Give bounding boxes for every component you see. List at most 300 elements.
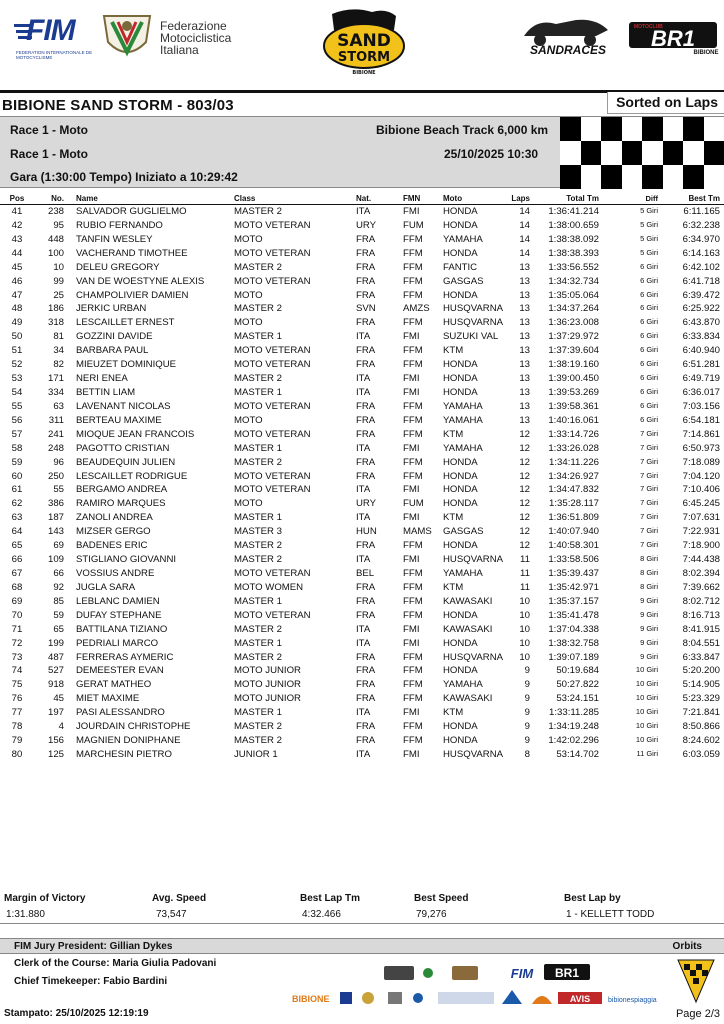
cell-class: MASTER 2: [234, 456, 282, 468]
cell-name: GERAT MATHEO: [76, 679, 152, 691]
cell-moto: HUSQVARNA: [443, 554, 504, 566]
cell-laps: 14: [519, 206, 530, 217]
cell-best: 7:03.156: [682, 400, 720, 412]
cell-fmn: FMI: [403, 206, 420, 217]
cell-name: DEMEESTER EVAN: [76, 665, 164, 677]
cell-moto: KTM: [443, 707, 464, 719]
cell-nat: ITA: [356, 331, 371, 343]
cell-no: 171: [47, 373, 64, 385]
cell-diff: 8 Giri: [640, 554, 658, 564]
cell-nat: ITA: [356, 623, 371, 635]
cell-diff: 10 Giri: [635, 693, 658, 703]
cell-no: 186: [47, 303, 64, 315]
cell-laps: 12: [519, 442, 530, 454]
cell-best: 8:16.713: [682, 609, 720, 621]
cell-nat: ITA: [356, 442, 371, 454]
cell-diff: 6 Giri: [640, 345, 658, 355]
cell-moto: YAMAHA: [443, 414, 483, 426]
cell-name: BETTIN LIAM: [76, 386, 136, 398]
cell-nat: FRA: [356, 735, 376, 747]
cell-class: MOTO VETERAN: [234, 609, 311, 621]
cell-laps: 13: [519, 359, 530, 371]
cell-laps: 11: [520, 567, 530, 579]
table-row: [0, 553, 724, 567]
cell-best: 8:24.602: [682, 735, 720, 747]
cell-best: 8:02.394: [682, 567, 720, 579]
table-row: [0, 664, 724, 678]
col-class: Class: [234, 194, 256, 203]
cell-fmn: AMZS: [403, 303, 430, 315]
cell-best: 6:03.059: [682, 748, 720, 760]
cell-class: MOTO JUNIOR: [234, 679, 301, 691]
fmi-name-line2: Motociclistica: [160, 31, 232, 45]
cell-total: 1:33:11.285: [549, 707, 599, 719]
br1-sub-text: BIBIONE: [693, 50, 719, 56]
table-body: [0, 205, 724, 762]
cell-pos: 76: [11, 693, 23, 705]
cell-nat: URY: [356, 219, 377, 231]
br1-main-text: BR1: [650, 26, 696, 51]
cell-best: 6:34.970: [682, 233, 720, 245]
cell-best: 7:21.841: [682, 707, 720, 719]
cell-no: 81: [53, 331, 64, 343]
cell-class: MASTER 1: [234, 637, 282, 649]
cell-best: 7:07.631: [682, 512, 720, 524]
cell-diff: 6 Giri: [640, 359, 658, 369]
table-row: [0, 525, 724, 539]
cell-best: 6:45.245: [682, 498, 720, 510]
track-info: Bibione Beach Track 6,000 km: [376, 123, 549, 137]
cell-diff: 6 Giri: [640, 275, 658, 285]
cell-total: 1:42:02.296: [548, 735, 599, 747]
cell-no: 10: [53, 261, 64, 273]
clerk-of-course: Clerk of the Course: Maria Giulia Padovani: [14, 958, 217, 969]
cell-no: 197: [47, 707, 64, 719]
col-no: No.: [51, 194, 64, 203]
cell-moto: HONDA: [443, 206, 478, 217]
cell-no: 386: [47, 498, 64, 510]
cell-laps: 11: [520, 581, 530, 593]
best-lap-by-label: Best Lap by: [564, 893, 621, 904]
table-row: [0, 219, 724, 233]
cell-total: 1:33:26.028: [548, 442, 599, 454]
cell-best: 7:18.900: [682, 540, 720, 552]
cell-nat: FRA: [356, 595, 376, 607]
cell-fmn: FFM: [403, 317, 423, 329]
cell-class: MASTER 2: [234, 303, 282, 315]
cell-fmn: FMI: [403, 707, 420, 719]
col-laps: Laps: [511, 194, 530, 203]
cell-fmn: FFM: [403, 345, 423, 357]
cell-fmn: FMI: [403, 512, 420, 524]
cell-no: 334: [47, 386, 64, 398]
table-row: [0, 247, 724, 261]
race-start-line: Gara (1:30:00 Tempo) Iniziato a 10:29:42: [10, 170, 238, 184]
chief-timekeeper: Chief Timekeeper: Fabio Bardini: [14, 976, 168, 987]
cell-fmn: FMI: [403, 386, 420, 398]
cell-class: MOTO VETERAN: [234, 247, 311, 259]
cell-class: MASTER 1: [234, 331, 282, 343]
cell-diff: 8 Giri: [640, 567, 658, 577]
cell-name: FERRERAS AYMERIC: [76, 651, 174, 663]
cell-laps: 13: [519, 345, 530, 357]
cell-best: 5:23.329: [682, 693, 720, 705]
cell-no: 318: [47, 317, 64, 329]
cell-class: MASTER 2: [234, 651, 282, 663]
cell-name: RAMIRO MARQUES: [76, 498, 166, 510]
race-summary: [0, 890, 724, 924]
cell-total: 1:35:05.064: [548, 289, 599, 301]
cell-name: MAGNIEN DONIPHANE: [76, 735, 181, 747]
cell-no: 100: [47, 247, 64, 259]
br1-logo: [628, 14, 718, 56]
cell-class: MOTO JUNIOR: [234, 693, 301, 705]
fmi-name-line3: Italiana: [160, 43, 199, 57]
cell-best: 6:14.163: [682, 247, 720, 259]
cell-laps: 14: [519, 247, 530, 259]
cell-nat: ITA: [356, 554, 371, 566]
cell-diff: 6 Giri: [640, 317, 658, 327]
table-row: [0, 372, 724, 386]
cell-no: 82: [53, 359, 64, 371]
cell-laps: 11: [520, 554, 530, 566]
jury-bar: [0, 938, 724, 954]
cell-diff: 10 Giri: [635, 707, 658, 717]
cell-total: 1:34:19.248: [548, 721, 599, 733]
cell-diff: 6 Giri: [640, 303, 658, 313]
cell-moto: HONDA: [443, 470, 478, 482]
cell-no: 187: [47, 512, 64, 524]
cell-no: 96: [53, 456, 64, 468]
cell-name: TANFIN WESLEY: [76, 233, 153, 245]
sand-logo-line3: BIBIONE: [352, 70, 376, 76]
cell-laps: 13: [519, 373, 530, 385]
fim-logo-subtext: FEDERATION INTERNATIONALE DE MOTOCYCLISME: [16, 50, 93, 60]
cell-nat: FRA: [356, 693, 376, 705]
cell-diff: 6 Giri: [640, 386, 658, 396]
fmi-name-line1: Federazione: [160, 19, 227, 33]
cell-class: MOTO: [234, 233, 263, 245]
cell-pos: 66: [11, 554, 23, 566]
cell-total: 1:35:41.478: [548, 609, 599, 621]
table-row: [0, 400, 724, 414]
cell-best: 6:32.238: [682, 219, 720, 231]
cell-nat: FRA: [356, 428, 376, 440]
table-row: [0, 470, 724, 484]
table-row: [0, 678, 724, 692]
cell-diff: 5 Giri: [640, 206, 658, 215]
cell-pos: 71: [11, 623, 23, 635]
cell-name: PEDRIALI MARCO: [76, 637, 159, 649]
cell-pos: 58: [11, 442, 23, 454]
cell-class: MASTER 2: [234, 554, 282, 566]
cell-class: MOTO VETERAN: [234, 567, 311, 579]
cell-diff: 7 Giri: [640, 526, 658, 536]
cell-class: MASTER 1: [234, 595, 282, 607]
cell-best: 7:04.120: [682, 470, 720, 482]
cell-diff: 7 Giri: [640, 456, 658, 466]
cell-total: 1:39:07.189: [548, 651, 599, 663]
cell-total: 53:14.702: [556, 748, 599, 760]
cell-diff: 7 Giri: [640, 470, 658, 480]
orbits-label: Orbits: [672, 941, 702, 952]
cell-name: LESCAILLET RODRIGUE: [76, 470, 188, 482]
cell-name: BERTEAU MAXIME: [76, 414, 162, 426]
cell-total: 1:39:58.361: [548, 400, 599, 412]
cell-best: 7:14.861: [682, 428, 720, 440]
cell-moto: HONDA: [443, 637, 478, 649]
cell-total: 1:36:23.008: [548, 317, 599, 329]
cell-fmn: FFM: [403, 609, 423, 621]
cell-name: DUFAY STEPHANE: [76, 609, 162, 621]
cell-diff: 7 Giri: [640, 512, 658, 522]
cell-no: 918: [47, 679, 64, 691]
cell-laps: 13: [519, 303, 530, 315]
cell-name: DELEU GREGORY: [76, 261, 160, 273]
cell-diff: 6 Giri: [640, 289, 658, 299]
cell-best: 7:22.931: [682, 526, 720, 538]
cell-nat: ITA: [356, 637, 371, 649]
table-row: [0, 289, 724, 303]
table-row: [0, 497, 724, 511]
cell-best: 5:14.905: [682, 679, 720, 691]
table-row: [0, 261, 724, 275]
cell-pos: 69: [11, 595, 23, 607]
cell-best: 6:39.472: [682, 289, 720, 301]
cell-name: JOURDAIN CHRISTOPHE: [76, 721, 191, 733]
col-pos: Pos: [9, 194, 25, 203]
cell-nat: FRA: [356, 345, 376, 357]
cell-class: MOTO VETERAN: [234, 400, 311, 412]
race-datetime: 25/10/2025 10:30: [444, 147, 539, 161]
cell-best: 7:39.662: [682, 581, 720, 593]
cell-nat: FRA: [356, 470, 376, 482]
fmi-crest-icon: [98, 12, 156, 64]
orbits-logo: [676, 958, 716, 1004]
cell-nat: SVN: [356, 303, 376, 315]
cell-laps: 10: [519, 637, 530, 649]
table-row: [0, 275, 724, 289]
cell-no: 4: [58, 721, 64, 733]
table-row: [0, 595, 724, 609]
cell-nat: FRA: [356, 359, 376, 371]
cell-diff: 10 Giri: [635, 665, 658, 675]
cell-moto: HONDA: [443, 735, 478, 747]
cell-total: 1:40:16.061: [548, 414, 599, 426]
cell-pos: 63: [11, 512, 23, 524]
cell-class: MOTO: [234, 317, 263, 329]
cell-moto: HONDA: [443, 456, 478, 468]
cell-fmn: FFM: [403, 414, 423, 426]
cell-no: 238: [47, 206, 64, 217]
cell-nat: ITA: [356, 748, 371, 760]
cell-fmn: FMI: [403, 623, 420, 635]
cell-best: 6:25.922: [682, 303, 720, 315]
cell-nat: FRA: [356, 400, 376, 412]
cell-class: MOTO JUNIOR: [234, 665, 301, 677]
cell-total: 1:33:56.552: [548, 261, 599, 273]
table-row: [0, 581, 724, 595]
cell-pos: 49: [11, 317, 23, 329]
cell-pos: 64: [11, 526, 23, 538]
sorted-label: Sorted on Laps: [607, 92, 724, 114]
table-row: [0, 442, 724, 456]
cell-nat: FRA: [356, 247, 376, 259]
cell-diff: 5 Giri: [640, 247, 658, 257]
cell-class: MASTER 2: [234, 721, 282, 733]
table-row: [0, 720, 724, 734]
cell-nat: FRA: [356, 233, 376, 245]
cell-laps: 10: [519, 623, 530, 635]
cell-moto: GASGAS: [443, 275, 484, 287]
cell-pos: 48: [11, 303, 23, 315]
cell-fmn: FFM: [403, 540, 423, 552]
cell-laps: 9: [524, 693, 530, 705]
cell-no: 241: [47, 428, 64, 440]
cell-best: 8:02.712: [682, 595, 720, 607]
cell-diff: 9 Giri: [640, 637, 658, 647]
cell-no: 92: [53, 581, 64, 593]
table-row: [0, 637, 724, 651]
col-name: Name: [76, 194, 98, 203]
table-row: [0, 706, 724, 720]
sand-logo-line1: SAND: [337, 31, 391, 51]
cell-diff: 11 Giri: [636, 748, 658, 758]
cell-laps: 12: [519, 498, 530, 510]
cell-best: 6:51.281: [682, 359, 720, 371]
best-lap-value: 4:32.466: [302, 909, 341, 920]
cell-class: MASTER 2: [234, 540, 282, 552]
cell-total: 50:27.822: [556, 679, 599, 691]
cell-moto: HONDA: [443, 359, 478, 371]
cell-pos: 52: [11, 359, 23, 371]
cell-diff: 9 Giri: [640, 595, 658, 605]
cell-pos: 67: [11, 567, 23, 579]
cell-class: JUNIOR 1: [234, 748, 278, 760]
cell-pos: 43: [11, 233, 23, 245]
cell-best: 6:42.102: [682, 261, 720, 273]
cell-fmn: FUM: [403, 219, 424, 231]
cell-name: JUGLA SARA: [76, 581, 136, 593]
cell-moto: YAMAHA: [443, 442, 483, 454]
sandraces-text: SANDRACES: [529, 43, 607, 57]
cell-no: 69: [53, 540, 64, 552]
cell-name: VAN DE WOESTYNE ALEXIS: [76, 275, 205, 287]
cell-name: MIET MAXIME: [76, 693, 140, 705]
col-best: Best Tm: [688, 194, 720, 203]
cell-pos: 41: [11, 206, 23, 217]
cell-fmn: FFM: [403, 721, 423, 733]
cell-moto: HONDA: [443, 289, 478, 301]
cell-class: MASTER 2: [234, 206, 282, 217]
cell-no: 63: [53, 400, 64, 412]
cell-fmn: FFM: [403, 400, 423, 412]
title-bar: [0, 90, 724, 116]
cell-diff: 8 Giri: [640, 581, 658, 591]
table-row: [0, 748, 724, 762]
avg-speed-label: Avg. Speed: [152, 893, 207, 904]
cell-name: SALVADOR GUGLIELMO: [76, 206, 187, 217]
cell-total: 1:34:11.226: [549, 456, 599, 468]
cell-fmn: FFM: [403, 693, 423, 705]
cell-moto: YAMAHA: [443, 679, 483, 691]
cell-pos: 80: [11, 748, 23, 760]
cell-no: 55: [53, 484, 64, 496]
cell-total: 1:33:58.506: [548, 554, 599, 566]
cell-name: BEAUDEQUIN JULIEN: [76, 456, 176, 468]
cell-laps: 14: [519, 233, 530, 245]
cell-fmn: FFM: [403, 275, 423, 287]
sponsor-fim-text: FIM: [510, 966, 534, 981]
cell-diff: 10 Giri: [635, 721, 658, 731]
cell-name: PASI ALESSANDRO: [76, 707, 165, 719]
cell-moto: HONDA: [443, 540, 478, 552]
cell-fmn: FMI: [403, 554, 420, 566]
cell-laps: 13: [519, 317, 530, 329]
cell-name: MARCHESIN PIETRO: [76, 748, 172, 760]
cell-laps: 13: [519, 289, 530, 301]
cell-laps: 12: [519, 512, 530, 524]
cell-moto: HONDA: [443, 386, 478, 398]
table-row: [0, 428, 724, 442]
cell-diff: 6 Giri: [640, 400, 658, 410]
cell-laps: 14: [519, 219, 530, 231]
cell-total: 1:35:42.971: [548, 581, 599, 593]
cell-nat: FRA: [356, 317, 376, 329]
race-line-1: Race 1 - Moto: [10, 123, 89, 137]
cell-nat: ITA: [356, 707, 371, 719]
cell-no: 99: [53, 275, 64, 287]
cell-pos: 72: [11, 637, 23, 649]
best-speed-value: 79,276: [416, 909, 447, 920]
cell-fmn: FMI: [403, 373, 420, 385]
cell-diff: 10 Giri: [635, 679, 658, 689]
margin-value: 1:31.880: [6, 909, 45, 920]
cell-diff: 10 Giri: [635, 735, 658, 745]
cell-moto: HONDA: [443, 609, 478, 621]
cell-moto: KTM: [443, 581, 464, 593]
br1-top-text: MOTOCLUB: [634, 24, 663, 30]
cell-name: BADENES ERIC: [76, 540, 148, 552]
cell-nat: HUN: [356, 526, 377, 538]
cell-class: MOTO VETERAN: [234, 470, 311, 482]
sponsor-logos: [288, 960, 672, 1008]
cell-class: MOTO WOMEN: [234, 581, 304, 593]
cell-class: MOTO VETERAN: [234, 359, 311, 371]
cell-class: MOTO: [234, 498, 263, 510]
cell-fmn: FFM: [403, 651, 423, 663]
cell-pos: 47: [11, 289, 23, 301]
event-title: BIBIONE SAND STORM - 803/03: [2, 97, 234, 114]
cell-moto: HONDA: [443, 665, 478, 677]
cell-total: 50:19.684: [556, 665, 599, 677]
best-speed-label: Best Speed: [414, 893, 469, 904]
cell-name: VOSSIUS ANDRE: [76, 567, 155, 579]
cell-nat: FRA: [356, 414, 376, 426]
cell-pos: 62: [11, 498, 23, 510]
cell-name: BERGAMO ANDREA: [76, 484, 168, 496]
cell-pos: 50: [11, 331, 23, 343]
cell-name: STIGLIANO GIOVANNI: [76, 554, 177, 566]
cell-laps: 9: [524, 707, 530, 719]
cell-name: CHAMPOLIVIER DAMIEN: [76, 289, 189, 301]
page-number: Page 2/3: [675, 1008, 720, 1020]
cell-total: 1:37:29.972: [548, 331, 599, 343]
cell-laps: 9: [524, 679, 530, 691]
sponsor-bibione-text: BIBIONE: [292, 994, 330, 1004]
cell-pos: 60: [11, 470, 23, 482]
fim-logo-text: FIM: [26, 14, 75, 47]
